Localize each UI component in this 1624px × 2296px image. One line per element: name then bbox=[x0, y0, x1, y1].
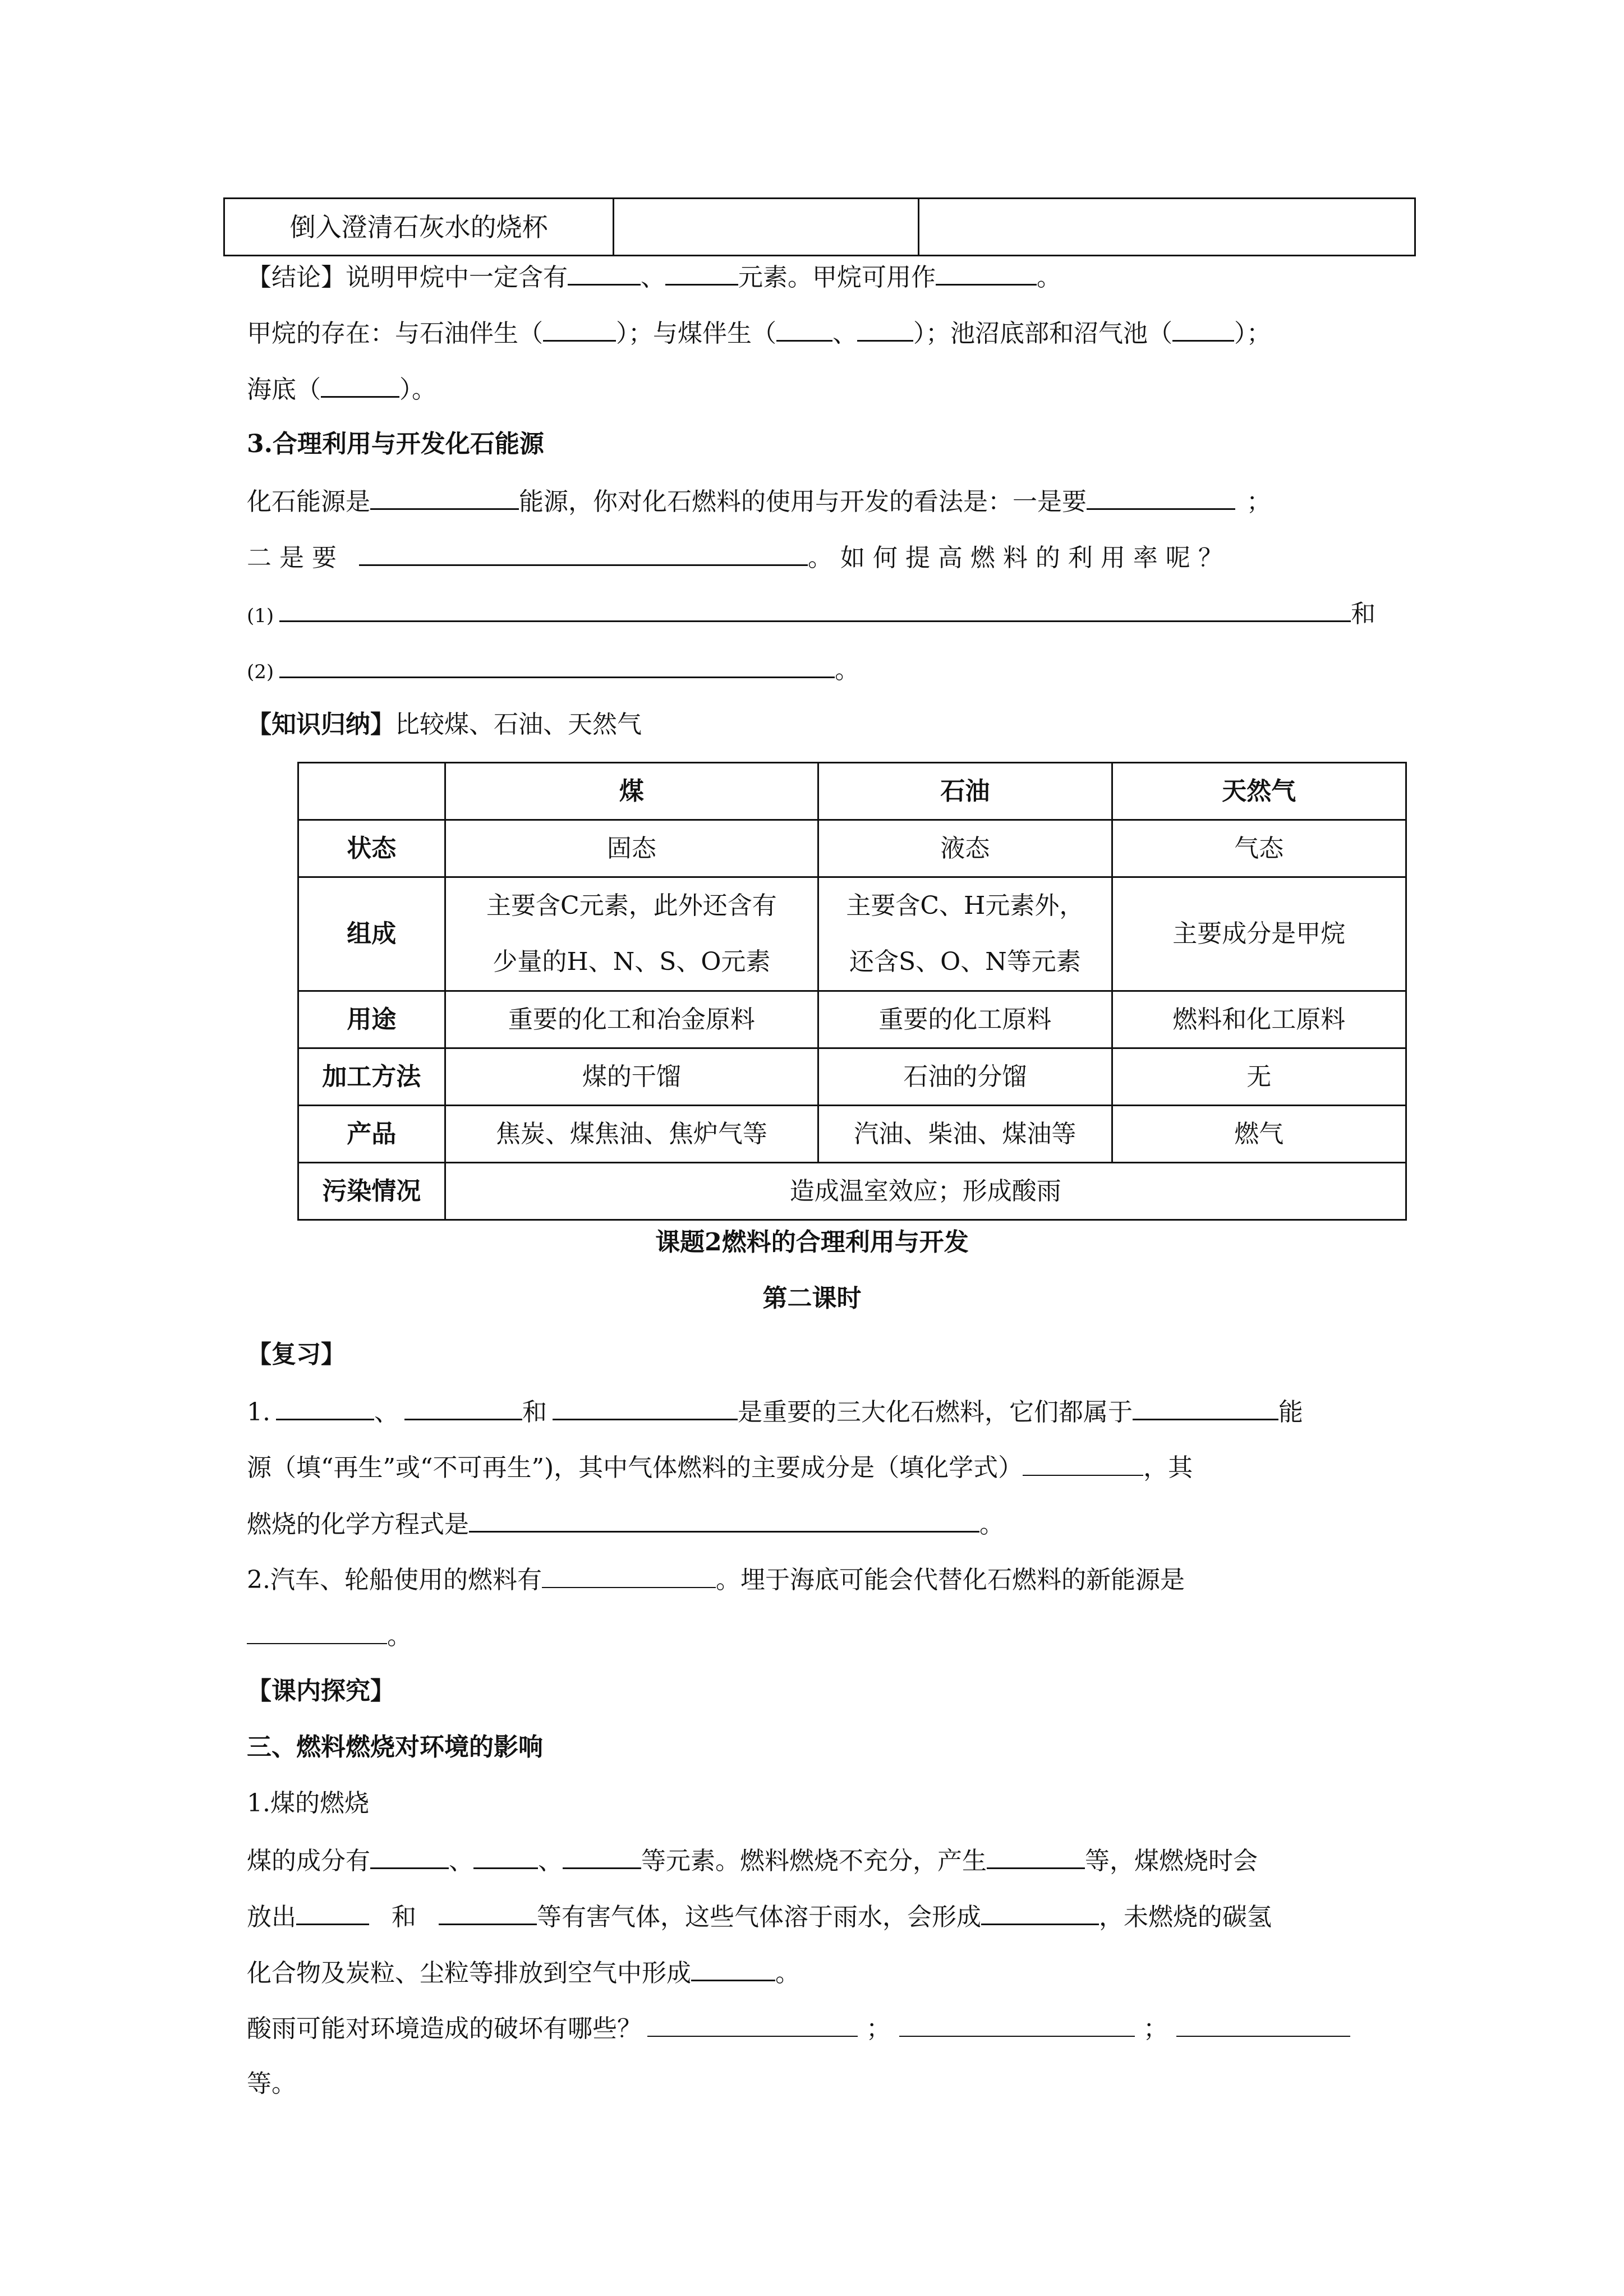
review-q1-blank-1[interactable] bbox=[276, 1394, 374, 1420]
review-q1-text-9: 。 bbox=[979, 1510, 1004, 1539]
methane-text-6: 海底（ bbox=[247, 375, 321, 404]
methane-line-1 bbox=[247, 315, 1271, 351]
section3-text-4: 二 是 要 bbox=[247, 544, 337, 572]
review-q1-blank-6[interactable] bbox=[469, 1506, 979, 1533]
review-q1-text-8: 燃烧的化学方程式是 bbox=[247, 1510, 469, 1539]
row-label-state: 状态 bbox=[298, 820, 445, 877]
cell-products-oil: 汽油、柴油、煤油等 bbox=[818, 1106, 1112, 1163]
explore-line-5: 等。 bbox=[247, 2069, 296, 2098]
section3-text-1: 化石能源是 bbox=[247, 487, 370, 516]
explore-label: 【课内探究】 bbox=[247, 1677, 395, 1705]
methane-text-4: ）；池沼底部和沼气池（ bbox=[913, 319, 1172, 348]
review-q1-blank-5[interactable] bbox=[1023, 1450, 1143, 1476]
explore-blank-7[interactable] bbox=[981, 1899, 1099, 1925]
compare-table bbox=[297, 762, 1407, 1221]
cell-processing-gas: 无 bbox=[1112, 1048, 1406, 1106]
section3-blank-5[interactable] bbox=[279, 652, 835, 678]
review-q2-blank-1[interactable] bbox=[542, 1562, 716, 1588]
review-q1-text-6: 源（填“再生”或“不可再生”)，其中气体燃料的主要成分是（填化学式） bbox=[247, 1453, 1023, 1482]
explore-blank-6[interactable] bbox=[439, 1899, 537, 1925]
section3-text-7: 和 bbox=[1351, 600, 1376, 628]
row-label-pollution: 污染情况 bbox=[298, 1163, 445, 1220]
row-label-processing: 加工方法 bbox=[298, 1048, 445, 1106]
methane-blank-2[interactable] bbox=[776, 315, 832, 342]
explore-blank-1[interactable] bbox=[370, 1843, 449, 1869]
review-q2-blank-2[interactable] bbox=[247, 1618, 387, 1644]
explore-text-4: 等元素。燃料燃烧不充分，产生 bbox=[641, 1847, 987, 1875]
explore-blank-8[interactable] bbox=[691, 1955, 775, 1981]
conclusion-text-4: 。 bbox=[1037, 263, 1061, 292]
conclusion-blank-1[interactable] bbox=[568, 259, 641, 286]
review-q1-text-3: 和 bbox=[522, 1398, 547, 1427]
cell-composition-coal bbox=[445, 877, 818, 991]
conclusion-text-1: 【结论】说明甲烷中一定含有 bbox=[247, 263, 568, 292]
cell-pollution-merged: 造成温室效应；形成酸雨 bbox=[445, 1163, 1406, 1220]
section3-blank-2[interactable] bbox=[1087, 484, 1235, 510]
explore-text-5: 等，煤燃烧时会 bbox=[1085, 1847, 1258, 1875]
explore-blank-10[interactable] bbox=[899, 2011, 1135, 2037]
review-q1-text-5: 能 bbox=[1278, 1398, 1303, 1427]
summary-heading bbox=[247, 708, 642, 742]
methane-text-7: ）。 bbox=[399, 375, 436, 404]
explore-text-6: 放出 bbox=[247, 1903, 296, 1931]
section3-text-8: (2) bbox=[247, 661, 274, 683]
methane-text-2: ）；与煤伴生（ bbox=[616, 319, 776, 348]
compare-header-oil: 石油 bbox=[818, 763, 1112, 820]
explore-line-1 bbox=[247, 1843, 1258, 1878]
explore-text-8: 等有害气体，这些气体溶于雨水，会形成 bbox=[537, 1903, 981, 1931]
explore-text-9: ，未燃烧的碳氢 bbox=[1099, 1903, 1272, 1931]
cell-use-oil: 重要的化工原料 bbox=[818, 991, 1112, 1048]
explore-sub1: 1.煤的燃烧 bbox=[247, 1789, 369, 1818]
top-table-cell-3 bbox=[919, 199, 1415, 256]
section3-blank-1[interactable] bbox=[370, 484, 519, 510]
lesson-title: 课题2燃料的合理利用与开发 bbox=[655, 1228, 969, 1257]
methane-blank-5[interactable] bbox=[321, 371, 399, 398]
methane-blank-4[interactable] bbox=[1172, 315, 1234, 342]
explore-section-title: 三、燃料燃烧对环境的影响 bbox=[247, 1733, 543, 1761]
summary-text: 比较煤、石油、天然气 bbox=[395, 710, 642, 739]
explore-text-3: 、 bbox=[538, 1847, 563, 1875]
conclusion-blank-3[interactable] bbox=[936, 259, 1037, 286]
explore-text-14: ； bbox=[1143, 2014, 1168, 2043]
cell-use-gas: 燃料和化工原料 bbox=[1112, 991, 1406, 1048]
cell-use-coal: 重要的化工和冶金原料 bbox=[445, 991, 818, 1048]
top-table-cell-1: 倒入澄清石灰水的烧杯 bbox=[224, 199, 614, 256]
explore-text-11: 。 bbox=[775, 1959, 800, 1987]
explore-text-1: 煤的成分有 bbox=[247, 1847, 370, 1875]
review-q1-blank-4[interactable] bbox=[1133, 1394, 1278, 1420]
summary-label: 【知识归纳】 bbox=[247, 710, 395, 739]
explore-blank-3[interactable] bbox=[563, 1843, 641, 1869]
section3-line-3 bbox=[247, 596, 1375, 633]
top-table-cell-2 bbox=[614, 199, 919, 256]
explore-text-2: 、 bbox=[449, 1847, 473, 1875]
cell-state-gas: 气态 bbox=[1112, 820, 1406, 877]
conclusion-text-3: 元素。甲烷可用作 bbox=[738, 263, 936, 292]
methane-text-1: 甲烷的存在：与石油伴生（ bbox=[247, 319, 543, 348]
review-q1-text-4: 是重要的三大化石燃料，它们都属于 bbox=[737, 1398, 1133, 1427]
cell-processing-coal: 煤的干馏 bbox=[445, 1048, 818, 1106]
review-q1-text-1: 1. bbox=[247, 1398, 270, 1427]
cell-composition-oil bbox=[818, 877, 1112, 991]
conclusion-line bbox=[247, 259, 1061, 295]
explore-text-12: 酸雨可能对环境造成的破坏有哪些？ bbox=[247, 2014, 642, 2043]
row-label-use: 用途 bbox=[298, 991, 445, 1048]
section3-text-6: (1) bbox=[247, 605, 274, 627]
review-q1-text-7: ，其 bbox=[1143, 1453, 1193, 1482]
review-q2-text-3: 。 bbox=[387, 1622, 412, 1650]
section3-line-2 bbox=[247, 540, 1223, 575]
methane-line-2 bbox=[247, 371, 436, 407]
review-q1-text-2: 、 bbox=[374, 1398, 399, 1427]
section3-text-2: 能源，你对化石燃料的使用与开发的看法是：一是要 bbox=[519, 487, 1087, 516]
conclusion-text-2: 、 bbox=[641, 263, 665, 292]
review-q1-blank-2[interactable] bbox=[404, 1394, 522, 1420]
explore-blank-5[interactable] bbox=[296, 1899, 369, 1925]
explore-text-7: 和 bbox=[392, 1903, 416, 1931]
section3-text-9: 。 bbox=[835, 656, 860, 684]
review-q2-line-2 bbox=[247, 1618, 412, 1653]
compare-header-blank bbox=[298, 763, 445, 820]
cell-composition-coal-line-1: 主要含C元素，此外还含有 bbox=[486, 891, 777, 920]
review-label: 【复习】 bbox=[247, 1340, 346, 1369]
explore-line-2 bbox=[247, 1899, 1272, 1934]
conclusion-blank-2[interactable] bbox=[665, 259, 738, 286]
lesson-subtitle: 第二课时 bbox=[762, 1284, 862, 1313]
section3-text-3: ； bbox=[1246, 487, 1271, 516]
row-label-composition: 组成 bbox=[298, 877, 445, 991]
explore-text-10: 化合物及炭粒、尘粒等排放到空气中形成 bbox=[247, 1959, 691, 1987]
section3-title: 3.合理利用与开发化石能源 bbox=[247, 430, 544, 458]
review-q2-line-1 bbox=[247, 1562, 1185, 1597]
review-q1-line-2 bbox=[247, 1450, 1193, 1485]
explore-blank-2[interactable] bbox=[473, 1843, 538, 1869]
cell-composition-coal-line-2: 少量的H、N、S、O元素 bbox=[493, 947, 771, 976]
cell-composition-oil-line-2: 还含S、O、N等元素 bbox=[849, 947, 1081, 976]
cell-state-oil: 液态 bbox=[818, 820, 1112, 877]
cell-composition-oil-line-1: 主要含C、H元素外， bbox=[846, 891, 1084, 920]
cell-products-coal: 焦炭、煤焦油、焦炉气等 bbox=[445, 1106, 818, 1163]
explore-blank-4[interactable] bbox=[987, 1843, 1085, 1869]
methane-blank-1[interactable] bbox=[543, 315, 616, 342]
section3-blank-3[interactable] bbox=[359, 540, 808, 566]
review-q1-line-3 bbox=[247, 1506, 1004, 1542]
review-q1-blank-3[interactable] bbox=[553, 1394, 738, 1420]
explore-text-13: ； bbox=[866, 2014, 891, 2043]
explore-line-4 bbox=[247, 2011, 1350, 2046]
top-table bbox=[223, 197, 1416, 256]
section3-line-4 bbox=[247, 652, 859, 689]
methane-text-5: ）； bbox=[1234, 319, 1271, 348]
explore-blank-9[interactable] bbox=[647, 2011, 858, 2037]
review-q2-text-2: 。埋于海底可能会代替化石燃料的新能源是 bbox=[715, 1566, 1185, 1594]
cell-products-gas: 燃气 bbox=[1112, 1106, 1406, 1163]
compare-header-gas: 天然气 bbox=[1112, 763, 1406, 820]
methane-blank-3[interactable] bbox=[857, 315, 913, 342]
cell-composition-gas: 主要成分是甲烷 bbox=[1112, 877, 1406, 991]
explore-blank-11[interactable] bbox=[1176, 2011, 1350, 2037]
review-q1-line-1 bbox=[247, 1394, 1303, 1429]
explore-line-3 bbox=[247, 1955, 800, 1990]
row-label-products: 产品 bbox=[298, 1106, 445, 1163]
section3-blank-4[interactable] bbox=[279, 596, 1351, 622]
cell-processing-oil: 石油的分馏 bbox=[818, 1048, 1112, 1106]
cell-state-coal: 固态 bbox=[445, 820, 818, 877]
methane-text-3: 、 bbox=[832, 319, 857, 348]
compare-header-coal: 煤 bbox=[445, 763, 818, 820]
section3-text-5: 。 如 何 提 高 燃 料 的 利 用 率 呢 ？ bbox=[807, 544, 1223, 572]
review-q2-text-1: 2.汽车、轮船使用的燃料有 bbox=[247, 1566, 542, 1594]
section3-line-1 bbox=[247, 484, 1271, 519]
